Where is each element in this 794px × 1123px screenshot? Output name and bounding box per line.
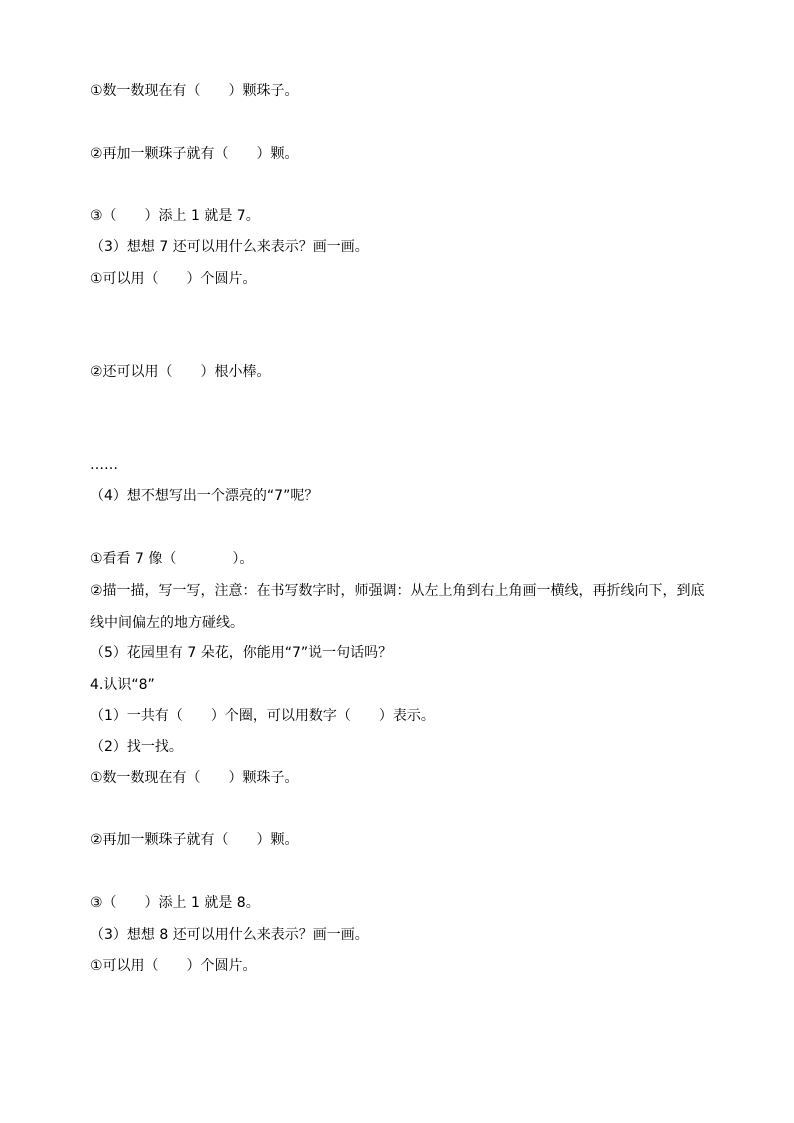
- question-paragraph: ②描一描，写一写，注意：在书写数字时，师强调：从左上角到右上角画一横线，再折线向下，到底线中间偏左的地方碰线。: [90, 583, 705, 631]
- ellipsis-line: ……: [90, 457, 118, 473]
- question-line: （2）找一找。: [90, 739, 183, 755]
- question-line: （3）想想 7 还可以用什么来表示？画一画。: [90, 239, 369, 255]
- question-line: （3）想想 8 还可以用什么来表示？画一画。: [90, 927, 369, 943]
- question-line: ①可以用（ ）个圆片。: [90, 958, 257, 974]
- question-line: ③（ ）添上 1 就是 7。: [90, 208, 260, 224]
- question-line: ②再加一颗珠子就有（ ）颗。: [90, 832, 299, 848]
- question-line: （5）花园里有 7 朵花，你能用“7”说一句话吗？: [90, 645, 393, 661]
- question-line: ①可以用（ ）个圆片。: [90, 271, 257, 287]
- question-line: （4）想不想写出一个漂亮的“7”呢？: [90, 488, 319, 504]
- question-line: ②还可以用（ ）根小棒。: [90, 364, 271, 380]
- question-line: ①数一数现在有（ ）颗珠子。: [90, 770, 299, 786]
- question-line: ②再加一颗珠子就有（ ）颗。: [90, 146, 299, 162]
- question-line: ③（ ）添上 1 就是 8。: [90, 895, 260, 911]
- section-heading: 4.认识“8”: [90, 677, 155, 693]
- question-line: （1）一共有（ ）个圈，可以用数字（ ）表示。: [90, 708, 435, 724]
- question-line: ①数一数现在有（ ）颗珠子。: [90, 83, 299, 99]
- question-line: ①看看 7 像（ ）。: [90, 551, 254, 567]
